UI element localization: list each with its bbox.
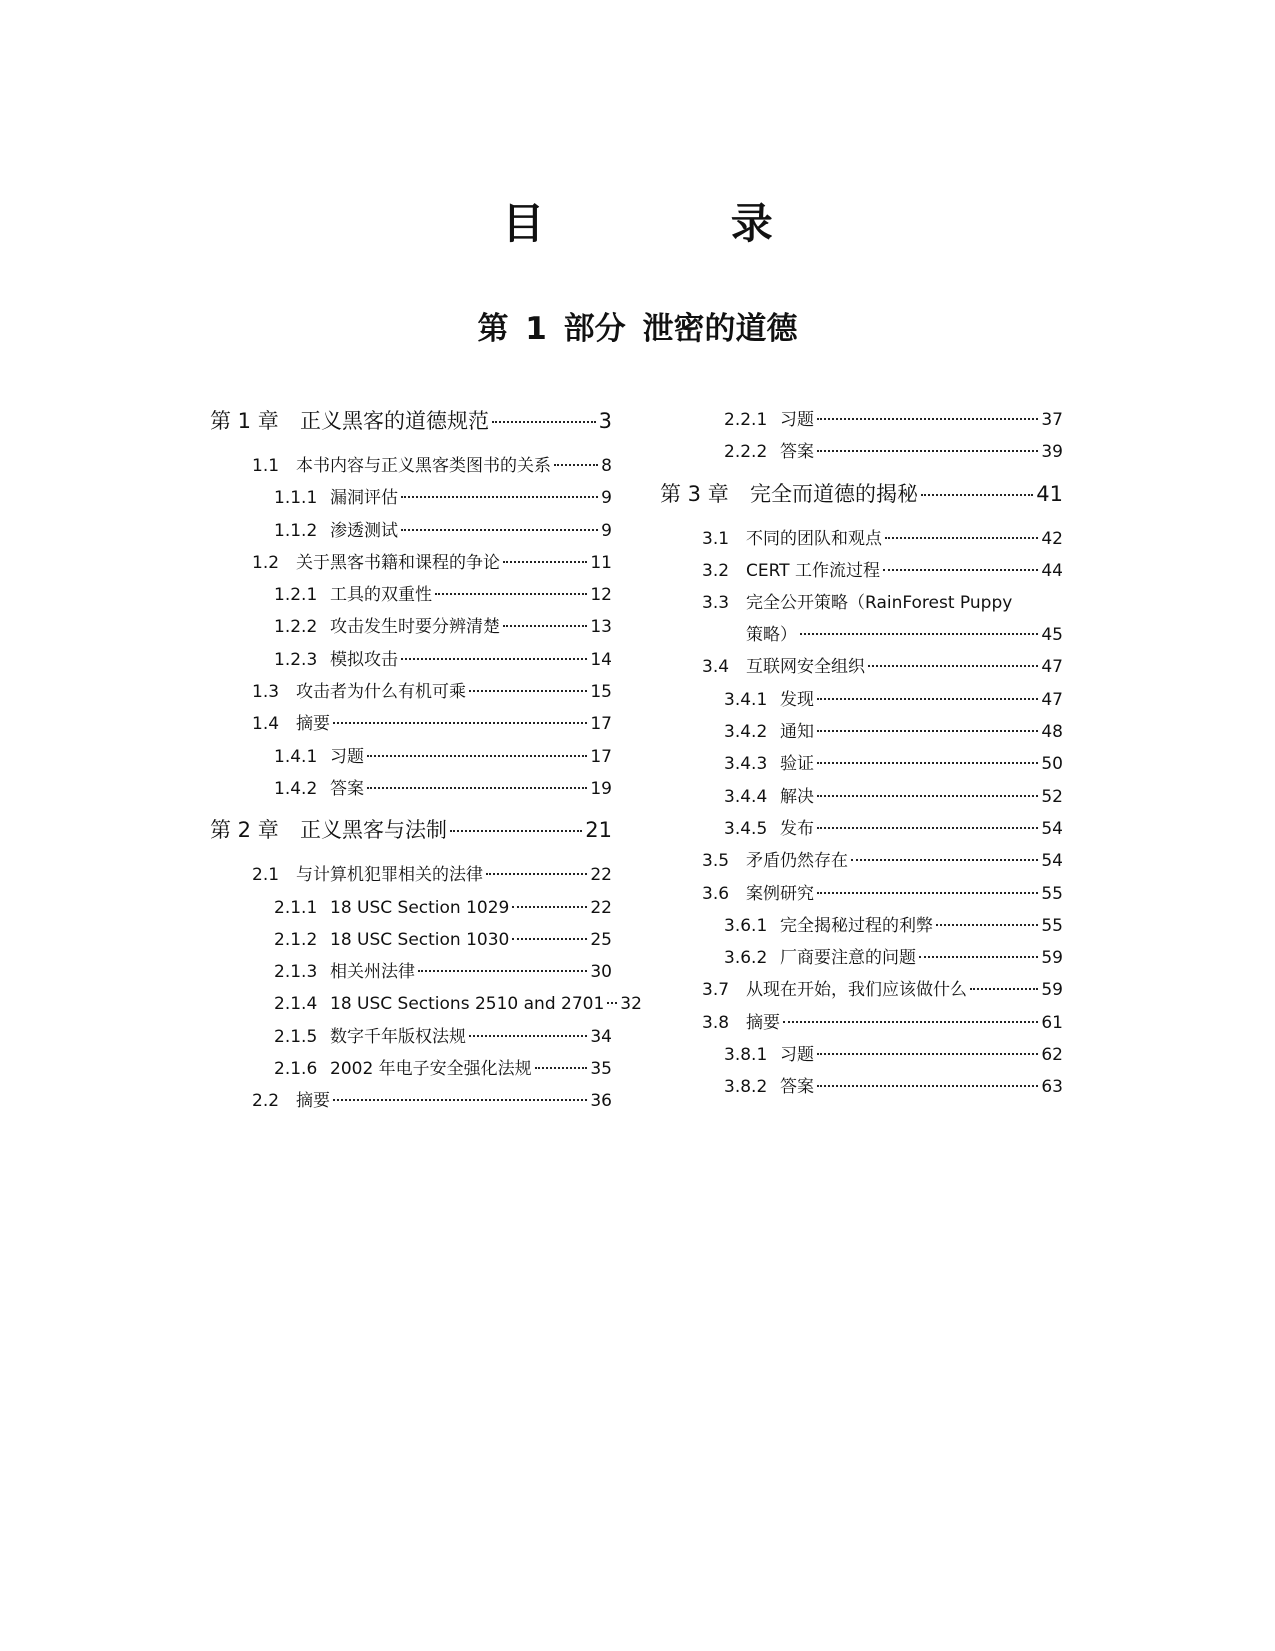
toc-number: 1.1.2: [274, 520, 318, 541]
toc-chapter-2[interactable]: [210, 813, 612, 859]
toc-page-number: 47: [1041, 657, 1063, 678]
dot-leader: [817, 1085, 1038, 1087]
dot-leader: [783, 1021, 1038, 1023]
toc-number: 第 2 章: [210, 818, 279, 843]
dot-leader: [401, 529, 598, 531]
toc-number: 3.4.1: [724, 689, 768, 710]
toc-section-1-3[interactable]: [210, 676, 612, 708]
dot-leader: [503, 561, 587, 563]
toc-section-3-1[interactable]: [660, 523, 1063, 555]
page-title: 目 录: [502, 199, 859, 248]
toc-section-1-4-2[interactable]: [210, 773, 612, 805]
dot-leader: [817, 450, 1038, 452]
toc-page-number: 17: [590, 746, 612, 767]
toc-section-1-2-1[interactable]: [210, 579, 612, 611]
dot-leader: [817, 698, 1038, 700]
toc-number: 1.2.3: [274, 649, 318, 670]
toc-page-number: 59: [1041, 948, 1063, 969]
toc-title: 本书内容与正义黑客类图书的关系: [296, 456, 551, 476]
toc-section-2-1-1[interactable]: [210, 892, 612, 924]
toc-title: 2002 年电子安全强化法规: [330, 1059, 532, 1080]
toc-title: 18 USC Section 1029: [330, 897, 510, 918]
toc-section-3-2[interactable]: [660, 555, 1063, 587]
toc-section-2-1[interactable]: [210, 859, 612, 891]
dot-leader: [492, 421, 596, 423]
toc-section-2-2-2[interactable]: [660, 436, 1063, 468]
toc-section-1-1[interactable]: [210, 450, 612, 482]
toc-section-1-2-2[interactable]: [210, 611, 612, 643]
dot-leader: [936, 924, 1038, 926]
toc-page-number: 39: [1041, 442, 1063, 463]
toc-page-number: 63: [1041, 1077, 1063, 1098]
toc-number: 第 1 章: [210, 409, 279, 433]
dot-leader: [919, 956, 1038, 958]
toc-number: 3.4: [702, 657, 730, 678]
toc-page-number: 9: [601, 488, 612, 509]
toc-number: 3.6: [702, 883, 730, 904]
toc-title: 相关州法律: [330, 962, 415, 983]
toc-number: 2.1.2: [274, 929, 318, 950]
toc-page-number: 52: [1041, 786, 1063, 807]
toc-section-3-4[interactable]: [660, 651, 1063, 683]
dot-leader: [970, 988, 1038, 990]
part-title: 第 1 部分 泄密的道德: [477, 311, 798, 347]
toc-title: 工具的双重性: [330, 585, 432, 606]
toc-number: 2.1.6: [274, 1059, 318, 1080]
dot-leader: [800, 633, 1038, 635]
toc-title: 答案: [330, 778, 364, 799]
toc-section-2-2[interactable]: [210, 1085, 612, 1117]
dot-leader: [817, 418, 1038, 420]
toc-number: 1.1: [252, 456, 280, 476]
toc-number: 2.1.4: [274, 994, 318, 1015]
dot-leader: [333, 722, 587, 724]
toc-title: 攻击发生时要分辨清楚: [330, 617, 500, 638]
dot-leader: [817, 795, 1038, 797]
toc-chapter-3[interactable]: [660, 477, 1063, 523]
toc-page-number: 59: [1041, 980, 1063, 1001]
toc-section-2-1-3[interactable]: [210, 956, 612, 988]
toc-page-number: 34: [590, 1026, 612, 1047]
dot-leader: [554, 464, 598, 466]
toc-page-number: 54: [1041, 851, 1063, 872]
toc-page-number: 54: [1041, 818, 1063, 839]
toc-title: 18 USC Sections 2510 and 2701: [330, 994, 605, 1015]
toc-page-number: 12: [590, 585, 612, 606]
toc-title: 模拟攻击: [330, 649, 398, 670]
toc-section-3-4-2[interactable]: [660, 716, 1063, 748]
toc-title: 漏洞评估: [330, 488, 398, 509]
toc-section-2-1-6[interactable]: [210, 1053, 612, 1085]
toc-number: 3.4.4: [724, 786, 768, 807]
toc-title: 数字千年版权法规: [330, 1026, 466, 1047]
dot-leader: [512, 906, 587, 908]
toc-page-number: 50: [1041, 754, 1063, 775]
dot-leader: [450, 830, 582, 832]
toc-left-column: [210, 404, 642, 1118]
toc-page-number: 14: [590, 649, 612, 670]
toc-section-3-3[interactable]: [660, 587, 1063, 619]
toc-page-number: 22: [590, 897, 612, 918]
toc-number: 1.2: [252, 552, 280, 573]
dot-leader: [367, 755, 587, 757]
toc-section-2-1-2[interactable]: [210, 924, 612, 956]
toc-number: 1.4.2: [274, 778, 318, 799]
dot-leader: [817, 762, 1038, 764]
toc-page-number: 3: [598, 409, 612, 433]
toc-number: 1.2.2: [274, 617, 318, 638]
toc-number: 1.2.1: [274, 585, 318, 606]
toc-title: 发现: [780, 689, 814, 710]
toc-title-continued: 策略）: [746, 625, 797, 646]
toc-section-3-8-2[interactable]: [660, 1071, 1063, 1103]
dot-leader: [435, 593, 587, 595]
toc-page-number: 25: [590, 929, 612, 950]
toc-section-3-8-1[interactable]: [660, 1039, 1063, 1071]
toc-title: 通知: [780, 722, 814, 743]
toc-section-3-3-continued[interactable]: [660, 619, 1063, 651]
toc-title: 关于黑客书籍和课程的争论: [296, 552, 500, 573]
toc-title: 摘要: [296, 1091, 330, 1112]
toc-number: 3.8.2: [724, 1077, 768, 1098]
toc-section-3-5[interactable]: [660, 845, 1063, 877]
toc-section-3-6-2[interactable]: [660, 942, 1063, 974]
dot-leader: [418, 970, 587, 972]
dot-leader: [817, 827, 1038, 829]
toc-section-2-1-5[interactable]: [210, 1021, 612, 1053]
dot-leader: [817, 1053, 1038, 1055]
toc-section-3-4-3[interactable]: [660, 748, 1063, 780]
toc-number: 3.6.1: [724, 915, 768, 936]
toc-page-number: 44: [1041, 560, 1063, 581]
toc-section-3-4-1[interactable]: [660, 684, 1063, 716]
toc-section-3-6[interactable]: [660, 878, 1063, 910]
toc-number: 2.2.2: [724, 442, 768, 463]
dot-leader: [469, 690, 587, 692]
toc-page-number: 32: [620, 994, 642, 1015]
toc-page-number: 8: [601, 456, 612, 476]
toc-title: 摘要: [746, 1012, 780, 1033]
toc-section-3-8[interactable]: [660, 1007, 1063, 1039]
toc-number: 1.1.1: [274, 488, 318, 509]
toc-title: 攻击者为什么有机可乘: [296, 682, 466, 703]
toc-title: 完全公开策略（RainForest Puppy: [746, 593, 1013, 614]
toc-section-3-4-4[interactable]: [660, 781, 1063, 813]
toc-number: 3.7: [702, 980, 730, 1001]
toc-number: 2.1.1: [274, 897, 318, 918]
toc-page-number: 11: [590, 552, 612, 573]
toc-title: 习题: [780, 410, 814, 430]
dot-leader: [851, 859, 1038, 861]
toc-page-number: 30: [590, 962, 612, 983]
toc-page-number: 19: [590, 778, 612, 799]
toc-number: 2.2: [252, 1091, 280, 1112]
toc-page-number: 47: [1041, 689, 1063, 710]
toc-number: 3.8.1: [724, 1045, 768, 1066]
dot-leader: [486, 873, 587, 875]
toc-page-number: 55: [1041, 883, 1063, 904]
toc-title: 摘要: [296, 714, 330, 735]
toc-section-3-4-5[interactable]: [660, 813, 1063, 845]
toc-page-number: 13: [590, 617, 612, 638]
toc-number: 3.4.3: [724, 754, 768, 775]
dot-leader: [503, 625, 587, 627]
dot-leader: [367, 787, 587, 789]
toc-number: 1.4: [252, 714, 280, 735]
toc-number: 2.1.5: [274, 1026, 318, 1047]
toc-title: 发布: [780, 818, 814, 839]
dot-leader: [333, 1099, 587, 1101]
toc-right-column: [660, 404, 1063, 1104]
toc-title: 答案: [780, 442, 814, 463]
toc-page-number: 62: [1041, 1045, 1063, 1066]
toc-number: 3.4.5: [724, 818, 768, 839]
toc-number: 第 3 章: [660, 481, 729, 506]
toc-page-number: 55: [1041, 915, 1063, 936]
toc-section-1-2[interactable]: [210, 547, 612, 579]
dot-leader: [885, 537, 1038, 539]
toc-number: 3.6.2: [724, 948, 768, 969]
toc-page-number: 42: [1041, 528, 1063, 549]
dot-leader: [817, 730, 1038, 732]
toc-section-3-7[interactable]: [660, 974, 1063, 1006]
dot-leader: [469, 1035, 587, 1037]
toc-section-2-1-4[interactable]: [210, 988, 642, 1020]
toc-page-number: 35: [590, 1059, 612, 1080]
toc-page-number: 45: [1041, 625, 1063, 646]
toc-section-3-6-1[interactable]: [660, 910, 1063, 942]
toc-number: 3.4.2: [724, 722, 768, 743]
toc-section-2-2-1[interactable]: [660, 404, 1063, 436]
toc-number: 2.1: [252, 865, 280, 886]
dot-leader: [401, 496, 598, 498]
dot-leader: [817, 892, 1038, 894]
toc-title: 厂商要注意的问题: [780, 948, 916, 969]
toc-number: 3.5: [702, 851, 730, 872]
toc-title: 习题: [330, 746, 364, 767]
toc-number: 3.8: [702, 1012, 730, 1033]
toc-number: 1.3: [252, 682, 280, 703]
toc-page-number: 36: [590, 1091, 612, 1112]
toc-section-1-4[interactable]: [210, 708, 612, 740]
toc-page-number: 15: [590, 682, 612, 703]
toc-title: 互联网安全组织: [746, 657, 865, 678]
toc-title: 渗透测试: [330, 520, 398, 541]
toc-page-number: 41: [1036, 481, 1063, 506]
toc-title: CERT 工作流过程: [746, 560, 880, 581]
toc-title: 案例研究: [746, 883, 814, 904]
toc-title: 从现在开始，我们应该做什么: [746, 980, 967, 1001]
toc-title: 正义黑客的道德规范: [300, 409, 489, 433]
toc-section-1-1-1[interactable]: [210, 482, 612, 514]
toc-number: 2.1.3: [274, 962, 318, 983]
toc-page-number: 37: [1041, 410, 1063, 430]
toc-section-1-1-2[interactable]: [210, 515, 612, 547]
dot-leader: [607, 1002, 617, 1004]
toc-title: 习题: [780, 1045, 814, 1066]
toc-title: 验证: [780, 754, 814, 775]
toc-title: 18 USC Section 1030: [330, 929, 510, 950]
toc-number: 1.4.1: [274, 746, 318, 767]
toc-page-number: 17: [590, 714, 612, 735]
toc-number: 3.2: [702, 560, 730, 581]
toc-page-number: 21: [585, 818, 612, 843]
toc-title: 与计算机犯罪相关的法律: [296, 865, 483, 886]
dot-leader: [921, 494, 1033, 496]
toc-section-1-2-3[interactable]: [210, 644, 612, 676]
dot-leader: [512, 938, 587, 940]
toc-page-number: 48: [1041, 722, 1063, 743]
toc-title: 解决: [780, 786, 814, 807]
toc-page-number: 61: [1041, 1012, 1063, 1033]
toc-title: 矛盾仍然存在: [746, 851, 848, 872]
toc-number: 3.1: [702, 528, 730, 549]
toc-number: 3.3: [702, 593, 730, 614]
toc-page-number: 9: [601, 520, 612, 541]
toc-title: 完全揭秘过程的利弊: [780, 915, 933, 936]
toc-chapter-1[interactable]: [210, 404, 612, 450]
toc-section-1-4-1[interactable]: [210, 741, 612, 773]
toc-title: 完全而道德的揭秘: [750, 481, 918, 506]
toc-title: 正义黑客与法制: [300, 818, 447, 843]
dot-leader: [401, 658, 587, 660]
dot-leader: [883, 569, 1038, 571]
toc-page-number: 22: [590, 865, 612, 886]
dot-leader: [535, 1067, 588, 1069]
dot-leader: [868, 665, 1038, 667]
toc-number: 2.2.1: [724, 410, 768, 430]
toc-title: 不同的团队和观点: [746, 528, 882, 549]
toc-title: 答案: [780, 1077, 814, 1098]
